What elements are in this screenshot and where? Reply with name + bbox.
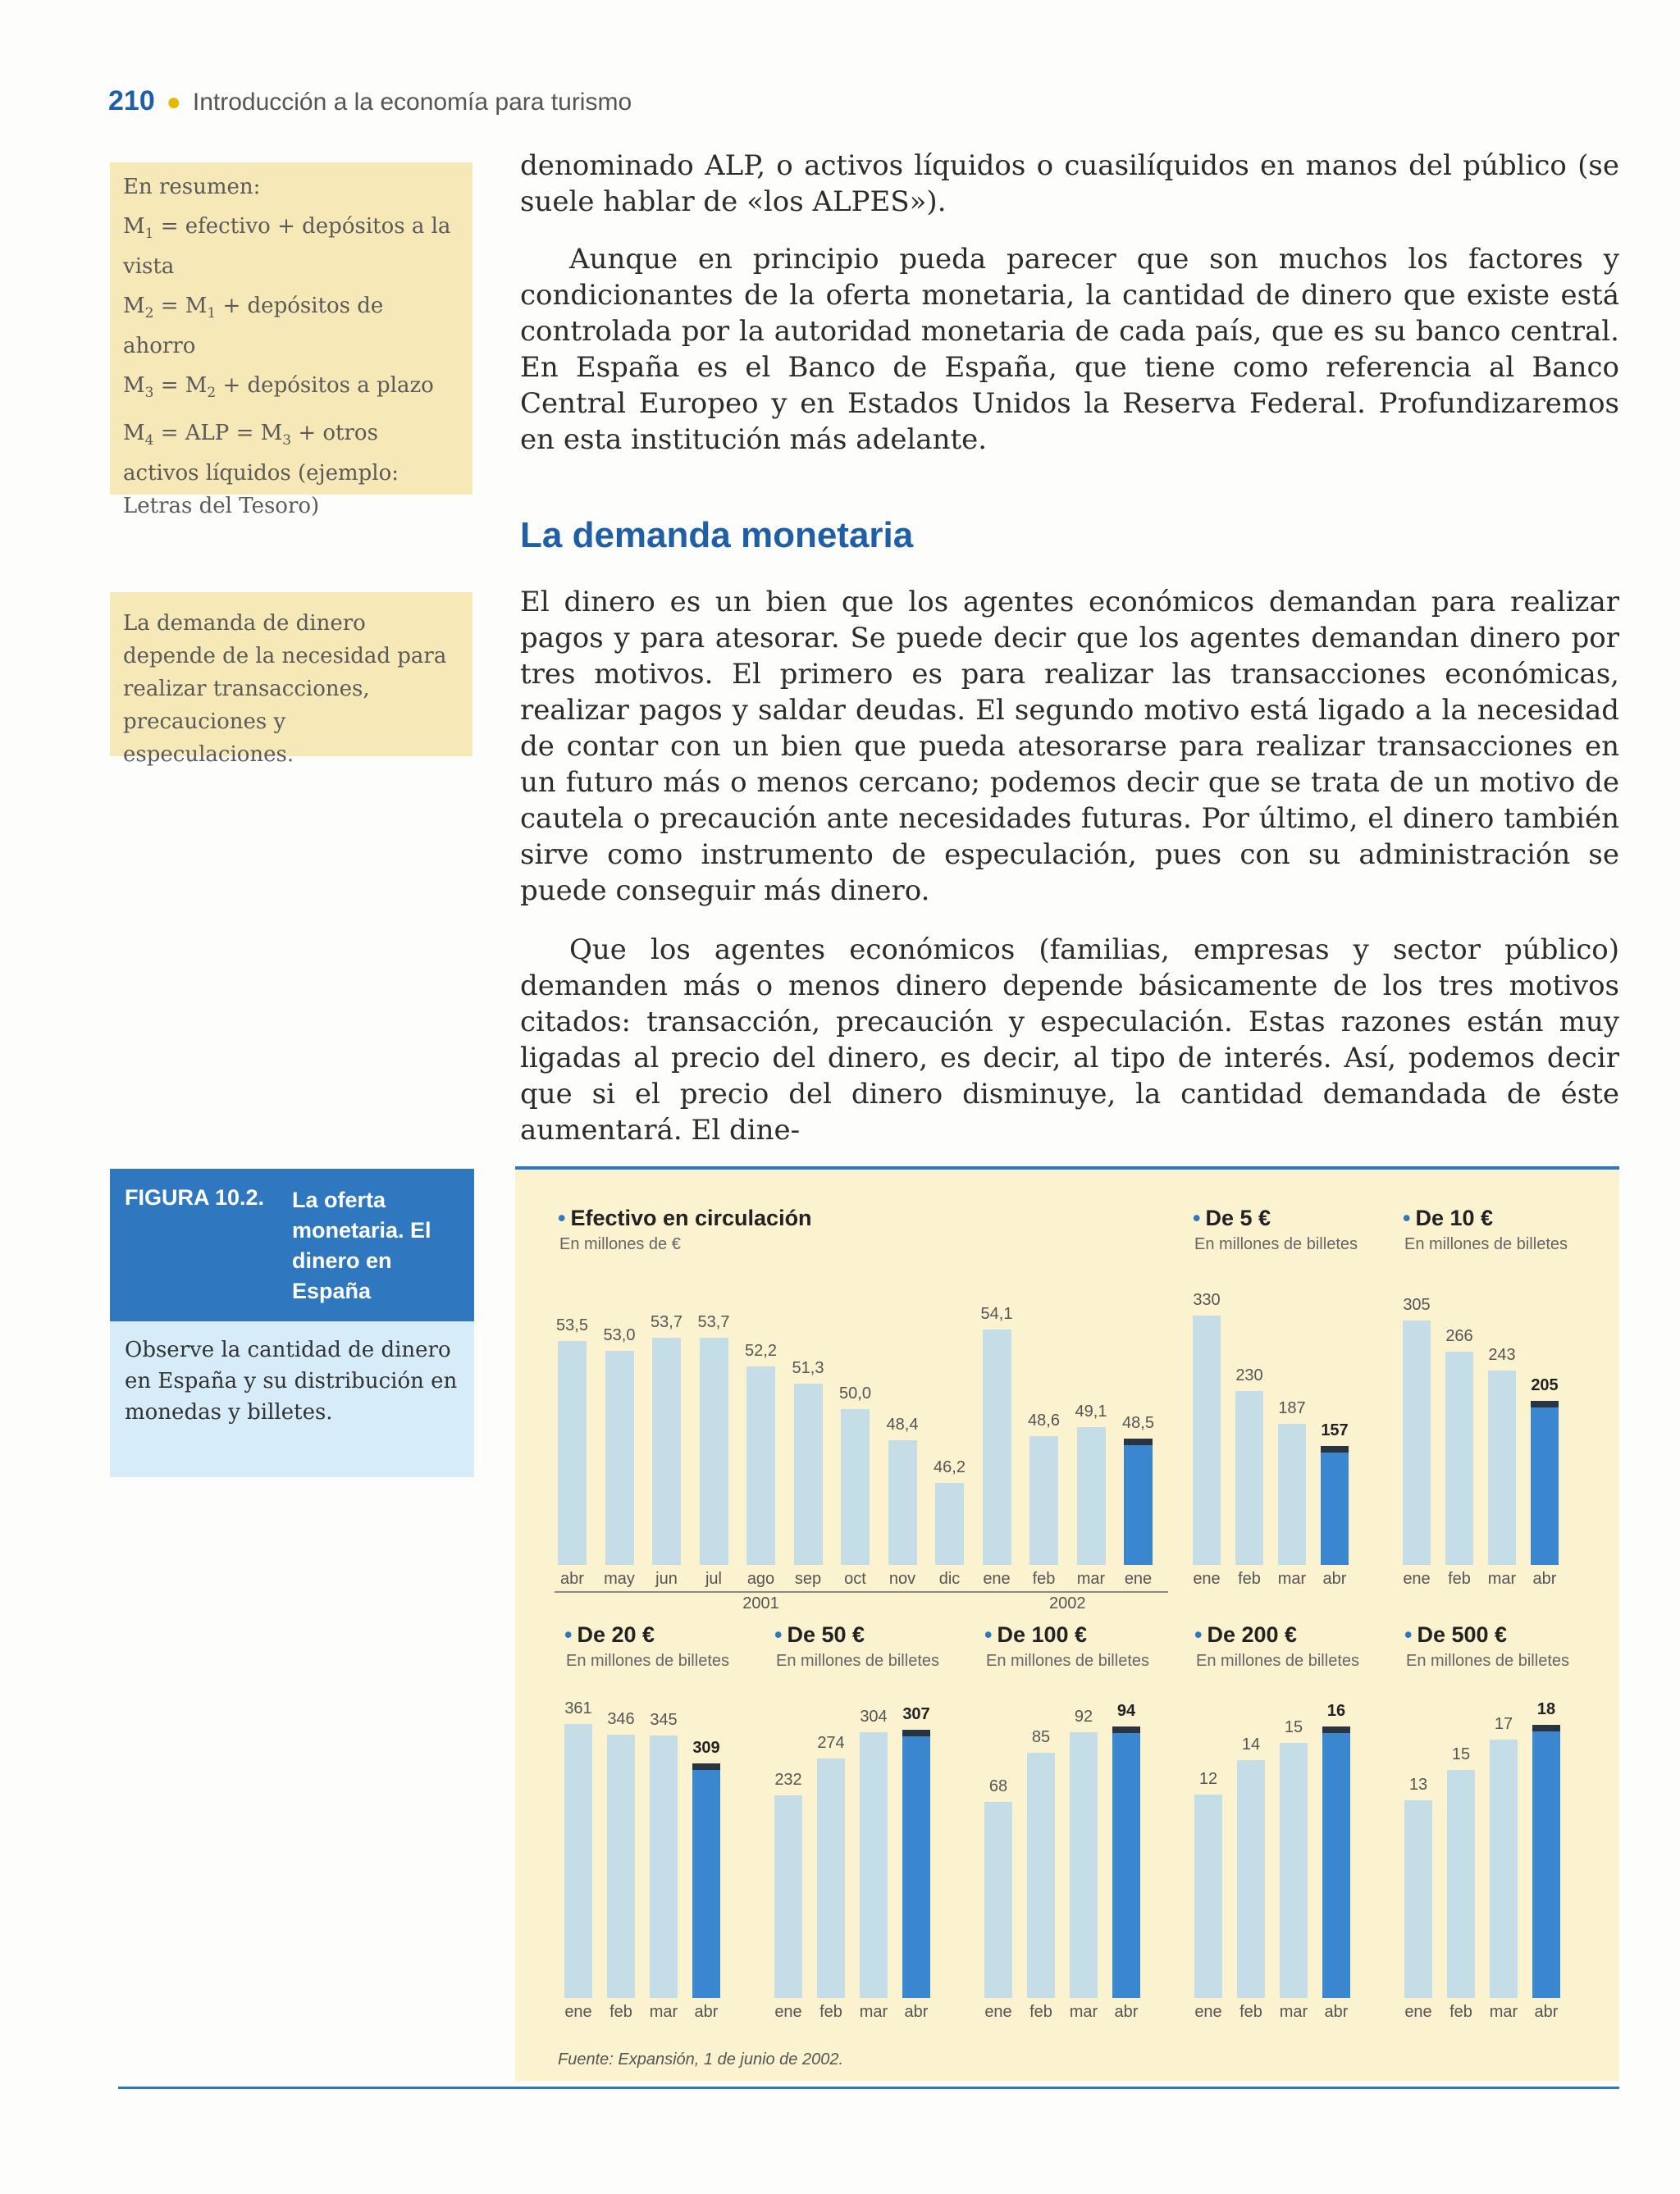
chart-bar xyxy=(1447,1770,1475,1998)
chart-category-label: may xyxy=(604,1570,635,1588)
chart-value-label: 92 xyxy=(1074,1708,1093,1726)
margin-note: La demanda de dinero depende de la necesidad para realizar transacciones, precauciones y especulaciones. xyxy=(110,592,472,756)
chart-category-label: abr xyxy=(1324,2003,1349,2021)
chart-subtitle: En millones de billetes xyxy=(1406,1652,1569,1670)
chart-value-label: 53,7 xyxy=(697,1312,730,1331)
chart-bar xyxy=(558,1341,587,1565)
chart-bar xyxy=(1027,1753,1055,1998)
chart-category-label: oct xyxy=(844,1570,866,1588)
chart-value-label: 230 xyxy=(1235,1366,1263,1384)
chart-value-label: 309 xyxy=(692,1738,720,1757)
chart-bar xyxy=(774,1795,802,1998)
chart-value-label: 187 xyxy=(1278,1398,1306,1417)
chart-bar xyxy=(652,1338,681,1565)
chart-bar xyxy=(692,1763,720,1998)
chart-bar xyxy=(1194,1795,1222,1998)
chart-value-label: 52,2 xyxy=(745,1342,777,1361)
chart-bar xyxy=(1322,1726,1350,1998)
chart-category-label: sep xyxy=(794,1570,822,1588)
chart-subtitle: En millones de billetes xyxy=(566,1652,729,1670)
bullet-icon: • xyxy=(1194,1622,1203,1647)
chart-bar xyxy=(1490,1740,1518,1998)
chart-title: • De 200 € xyxy=(1194,1622,1298,1647)
chart-bar xyxy=(1235,1391,1263,1565)
chart-category-label: mar xyxy=(1279,2003,1308,2021)
chart-category-label: feb xyxy=(1029,2003,1052,2021)
chart-value-label: 53,7 xyxy=(651,1312,682,1331)
chart-category-label: feb xyxy=(819,2003,842,2021)
chart-value-label: 243 xyxy=(1488,1345,1516,1364)
chart-category-label: mar xyxy=(1277,1570,1307,1588)
chart-category-label: mar xyxy=(649,2003,678,2021)
chart-value-label: 16 xyxy=(1326,1701,1346,1720)
section-heading: La demanda monetaria xyxy=(520,515,914,555)
figure-source: Fuente: Expansión, 1 de junio de 2002. xyxy=(558,2050,844,2069)
chart-panel xyxy=(1194,1622,1383,2047)
chart-category-label: abr xyxy=(560,1570,584,1588)
chart-title: • De 20 € xyxy=(564,1622,655,1647)
chart-bar xyxy=(746,1366,775,1565)
chart-category-label: mar xyxy=(1487,1570,1517,1588)
book-title: Introducción a la economía para turismo xyxy=(192,89,632,116)
figure-description: Observe la cantidad de dinero en España y su distribución en monedas y billetes. xyxy=(110,1321,474,1477)
chart-subtitle: En millones de billetes xyxy=(1404,1235,1568,1253)
chart-value-label: 305 xyxy=(1403,1296,1431,1315)
chart-category-label: ene xyxy=(1193,1570,1221,1588)
chart-category-label: feb xyxy=(1239,2003,1262,2021)
chart-category-label: abr xyxy=(1532,1570,1557,1588)
chart-bar xyxy=(1404,1800,1432,1998)
chart-category-label: ago xyxy=(746,1570,775,1588)
chart-value-label: 48,5 xyxy=(1122,1413,1154,1432)
chart-axis-line xyxy=(555,1591,1168,1593)
body-paragraph-3: El dinero es un bien que los agentes económicos demandan para realizar pagos y para atesorar. Se puede decir que los agentes demandan dinero por tres motivos. El primero es para realizar las transacciones económicas, realizar pagos y saldar deudas. El segundo motivo está ligado a la necesidad de contar con un bien que pueda atesorarse para realizar transacciones en un futuro más o menos cercano; podemos decir que se trata de un motivo de cautela o precaución ante necesidades futuras. Por último, el dinero también sirve como instrumento de especulación, pues con su administración se puede conseguir más dinero. xyxy=(520,586,1619,907)
bottom-rule xyxy=(118,2087,1619,2089)
summary-title: En resumen: xyxy=(123,175,261,199)
chart-value-label: 48,6 xyxy=(1028,1412,1060,1430)
body-paragraph-2: Aunque en principio pueda parecer que son muchos los factores y condicionantes de la oferta monetaria, la cantidad de dinero que existe está controlada por la autoridad monetaria de cada país, que es su banco central. En España es el Banco de España, que tiene como referencia al Banco Central Europeo y en Estados Unidos la Reserva Federal. Profundizaremos en esta institución más adelante. xyxy=(520,243,1619,456)
chart-bar xyxy=(1278,1424,1306,1565)
bullet-icon: • xyxy=(1403,1206,1411,1230)
chart-category-label: ene xyxy=(1403,1570,1431,1588)
chart-subtitle: En millones de billetes xyxy=(776,1652,939,1670)
chart-value-label: 53,5 xyxy=(556,1316,588,1335)
chart-value-label: 46,2 xyxy=(934,1458,966,1477)
chart-category-label: feb xyxy=(1448,1570,1471,1588)
chart-value-label: 85 xyxy=(1031,1727,1051,1746)
chart-category-label: ene xyxy=(1124,1570,1153,1588)
chart-bar xyxy=(1532,1725,1560,1998)
chart-bar xyxy=(1237,1760,1265,1998)
summary-box xyxy=(110,162,472,518)
chart-subtitle: En millones de billetes xyxy=(1196,1652,1359,1670)
chart-year-label: 2001 xyxy=(742,1594,779,1612)
chart-subtitle: En millones de billetes xyxy=(1194,1235,1358,1253)
chart-panel xyxy=(774,1622,963,2047)
summary-line-m1: $M_1$ = efectivo + depósitos a la vista xyxy=(123,214,451,280)
chart-bar xyxy=(983,1330,1011,1565)
body-paragraph-4: Que los agentes económicos (familias, empresas y sector público) demanden más o menos dinero depende básicamente de los tres motivos citados: transacción, precaución y especulación. Estas razones están muy ligadas al precio del dinero, es decir, al tipo de interés. Así, podemos decir que si el precio del dinero disminuye, la cantidad demandada de éste aumentará. El dine- xyxy=(520,933,1619,1147)
chart-category-label: feb xyxy=(1238,1570,1261,1588)
chart-bar xyxy=(650,1736,678,1998)
body-paragraph-1: denominado ALP, o activos líquidos o cuasilíquidos en manos del público (se suele hablar de «los ALPES»). xyxy=(520,149,1619,218)
chart-value-label: 274 xyxy=(817,1733,845,1752)
chart-category-label: abr xyxy=(904,2003,929,2021)
chart-bar xyxy=(605,1351,634,1565)
chart-value-label: 15 xyxy=(1451,1745,1471,1764)
chart-value-label: 361 xyxy=(564,1699,592,1717)
chart-value-label: 13 xyxy=(1408,1776,1428,1795)
chart-value-label: 54,1 xyxy=(980,1305,1013,1324)
figure-number: FIGURA 10.2. xyxy=(125,1185,265,1210)
chart-bar xyxy=(1445,1352,1473,1565)
chart-category-label: mar xyxy=(1069,2003,1098,2021)
chart-value-label: 18 xyxy=(1536,1699,1556,1718)
chart-bar xyxy=(1070,1732,1098,1998)
bullet-icon: • xyxy=(984,1622,993,1647)
chart-bar xyxy=(1029,1436,1058,1565)
chart-bar xyxy=(902,1730,930,1998)
chart-value-label: 17 xyxy=(1494,1715,1513,1734)
chart-title: • De 500 € xyxy=(1404,1622,1508,1647)
chart-category-label: feb xyxy=(1449,2003,1472,2021)
chart-bar xyxy=(1124,1439,1153,1565)
chart-year-label: 2002 xyxy=(1049,1594,1086,1612)
chart-value-label: 14 xyxy=(1241,1736,1261,1754)
chart-value-label: 330 xyxy=(1193,1290,1221,1309)
chart-bar xyxy=(607,1735,635,1998)
bullet-icon: • xyxy=(564,1622,573,1647)
chart-value-label: 48,4 xyxy=(886,1416,919,1435)
chart-panel xyxy=(564,1622,753,2047)
page-number: 210 xyxy=(108,85,155,116)
chart-category-label: ene xyxy=(564,2003,592,2021)
chart-subtitle: En millones de billetes xyxy=(986,1652,1149,1670)
summary-line-m2: $M_2 = M_1$ + depósitos de ahorro xyxy=(123,294,384,359)
bullet-icon: • xyxy=(1193,1206,1201,1230)
chart-bar xyxy=(794,1384,823,1565)
chart-bar xyxy=(1112,1726,1140,1998)
chart-value-label: 53,0 xyxy=(603,1326,636,1345)
chart-bar xyxy=(1077,1427,1106,1565)
figure-chart-area xyxy=(515,1166,1619,2081)
chart-panel xyxy=(1193,1206,1381,1614)
chart-title: • De 5 € xyxy=(1193,1206,1271,1230)
chart-value-label: 345 xyxy=(650,1711,678,1730)
chart-category-label: feb xyxy=(609,2003,632,2021)
chart-category-label: ene xyxy=(983,1570,1011,1588)
chart-category-label: ene xyxy=(774,2003,802,2021)
chart-category-label: feb xyxy=(1032,1570,1056,1588)
chart-value-label: 307 xyxy=(902,1704,930,1723)
chart-bar xyxy=(1193,1316,1221,1565)
chart-bar xyxy=(700,1338,728,1565)
chart-title: • De 100 € xyxy=(984,1622,1088,1647)
summary-line-m3: $M_3 = M_2$ + depósitos a plazo xyxy=(123,373,434,402)
chart-bar xyxy=(1321,1446,1349,1565)
chart-panel xyxy=(1403,1206,1591,1614)
chart-category-label: abr xyxy=(1534,2003,1559,2021)
chart-value-label: 304 xyxy=(860,1707,888,1726)
chart-bar xyxy=(564,1724,592,1998)
bullet-icon: • xyxy=(558,1206,566,1230)
chart-title: • De 10 € xyxy=(1403,1206,1494,1230)
chart-value-label: 346 xyxy=(607,1710,635,1729)
chart-value-label: 205 xyxy=(1531,1375,1559,1394)
page-header xyxy=(108,85,632,117)
figure-title: La oferta monetaria. El dinero en España xyxy=(292,1188,431,1303)
chart-category-label: jul xyxy=(705,1570,723,1588)
chart-bar xyxy=(817,1758,845,1998)
chart-bar xyxy=(1403,1321,1431,1565)
chart-value-label: 266 xyxy=(1445,1327,1473,1346)
chart-category-label: abr xyxy=(694,2003,719,2021)
bullet-icon: • xyxy=(774,1622,783,1647)
chart-category-label: abr xyxy=(1322,1570,1347,1588)
chart-value-label: 94 xyxy=(1116,1702,1136,1721)
chart-panel xyxy=(984,1622,1173,2047)
chart-subtitle: En millones de € xyxy=(559,1235,681,1253)
chart-value-label: 232 xyxy=(774,1770,802,1789)
chart-bar xyxy=(1531,1401,1559,1565)
chart-value-label: 15 xyxy=(1284,1718,1303,1737)
chart-bar xyxy=(1280,1743,1308,1998)
chart-bar xyxy=(888,1440,917,1565)
chart-category-label: jun xyxy=(655,1570,678,1588)
chart-value-label: 50,0 xyxy=(839,1384,871,1403)
chart-category-label: dic xyxy=(938,1570,961,1588)
chart-title: • Efectivo en circulación xyxy=(558,1206,812,1230)
chart-category-label: mar xyxy=(1489,2003,1518,2021)
chart-panel xyxy=(556,1206,1154,1614)
chart-value-label: 49,1 xyxy=(1075,1402,1107,1421)
chart-panel xyxy=(1404,1622,1593,2047)
chart-category-label: abr xyxy=(1114,2003,1139,2021)
bullet-icon: • xyxy=(1404,1622,1413,1647)
chart-bar xyxy=(860,1732,888,1998)
chart-bar xyxy=(1488,1371,1516,1565)
chart-bar xyxy=(984,1802,1012,1998)
bullet-icon: ● xyxy=(166,89,181,116)
chart-bar xyxy=(841,1409,870,1565)
figure-label xyxy=(110,1169,474,1321)
chart-value-label: 68 xyxy=(988,1777,1008,1795)
chart-value-label: 12 xyxy=(1198,1769,1218,1788)
chart-title: • De 50 € xyxy=(774,1622,865,1647)
chart-category-label: mar xyxy=(859,2003,888,2021)
chart-category-label: mar xyxy=(1076,1570,1106,1588)
chart-value-label: 157 xyxy=(1321,1421,1349,1440)
chart-category-label: ene xyxy=(984,2003,1012,2021)
chart-bar xyxy=(935,1483,964,1565)
chart-value-label: 51,3 xyxy=(792,1359,824,1378)
chart-category-label: ene xyxy=(1194,2003,1222,2021)
chart-category-label: nov xyxy=(888,1570,916,1588)
chart-category-label: ene xyxy=(1404,2003,1432,2021)
summary-line-m4: $M_4$ = ALP = $M_3$ + otros activos líquidos (ejemplo: Letras del Tesoro) xyxy=(123,420,399,518)
